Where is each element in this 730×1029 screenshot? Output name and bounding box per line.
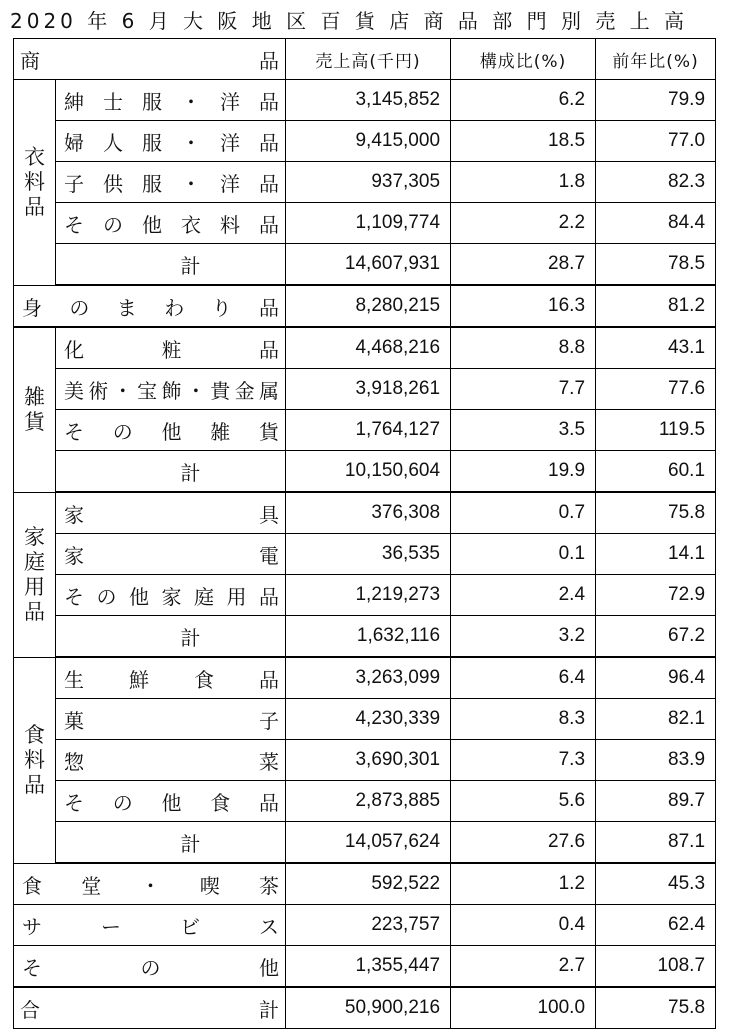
subtotal-label: 計 — [56, 244, 286, 286]
subtotal-row — [14, 616, 716, 658]
row-yoy: 75.8 — [596, 492, 716, 534]
table-row — [14, 863, 716, 905]
header-row — [14, 39, 716, 80]
grand-total-yoy: 75.8 — [596, 987, 716, 1029]
row-yoy: 119.5 — [596, 410, 716, 451]
row-name: 身のまわり品 — [14, 285, 286, 327]
header-yoy: 前年比(%) — [596, 39, 716, 80]
subtotal-sales: 1,632,116 — [286, 616, 451, 658]
row-yoy: 82.3 — [596, 162, 716, 203]
subtotal-sales: 14,607,931 — [286, 244, 451, 286]
subtotal-ratio: 19.9 — [451, 451, 596, 493]
table-row — [14, 80, 716, 121]
row-sales: 1,219,273 — [286, 575, 451, 616]
subtotal-sales: 14,057,624 — [286, 822, 451, 864]
row-name: その他衣料品 — [56, 203, 286, 244]
row-name: 化粧品 — [56, 327, 286, 369]
row-ratio: 0.7 — [451, 492, 596, 534]
subtotal-ratio: 3.2 — [451, 616, 596, 658]
subtotal-label: 計 — [56, 616, 286, 658]
row-yoy: 89.7 — [596, 781, 716, 822]
row-name: その他食品 — [56, 781, 286, 822]
subtotal-yoy: 60.1 — [596, 451, 716, 493]
row-ratio: 18.5 — [451, 121, 596, 162]
table-row — [14, 740, 716, 781]
row-sales: 3,263,099 — [286, 657, 451, 699]
subtotal-ratio: 27.6 — [451, 822, 596, 864]
subtotal-label: 計 — [56, 822, 286, 864]
row-ratio: 6.2 — [451, 80, 596, 121]
row-sales: 4,468,216 — [286, 327, 451, 369]
row-yoy: 72.9 — [596, 575, 716, 616]
row-ratio: 2.2 — [451, 203, 596, 244]
row-sales: 1,764,127 — [286, 410, 451, 451]
row-sales: 3,145,852 — [286, 80, 451, 121]
header-ratio: 構成比(%) — [451, 39, 596, 80]
table-row — [14, 410, 716, 451]
row-name: その他雑貨 — [56, 410, 286, 451]
table-row — [14, 162, 716, 203]
header-item: 商 品 — [14, 39, 286, 80]
row-sales: 36,535 — [286, 534, 451, 575]
table-row — [14, 327, 716, 369]
row-name: 食堂・喫茶 — [14, 863, 286, 905]
row-ratio: 8.3 — [451, 699, 596, 740]
row-sales: 2,873,885 — [286, 781, 451, 822]
row-sales: 1,355,447 — [286, 946, 451, 988]
row-ratio: 7.7 — [451, 369, 596, 410]
row-name: 家電 — [56, 534, 286, 575]
subtotal-label: 計 — [56, 451, 286, 493]
table-row — [14, 657, 716, 699]
row-name: 婦人服・洋品 — [56, 121, 286, 162]
subtotal-yoy: 78.5 — [596, 244, 716, 286]
subtotal-ratio: 28.7 — [451, 244, 596, 286]
table-row — [14, 285, 716, 327]
row-ratio: 0.4 — [451, 905, 596, 946]
row-ratio: 1.2 — [451, 863, 596, 905]
row-sales: 4,230,339 — [286, 699, 451, 740]
row-ratio: 2.4 — [451, 575, 596, 616]
grand-total-sales: 50,900,216 — [286, 987, 451, 1029]
row-yoy: 108.7 — [596, 946, 716, 988]
group-label-goods: 雑貨 — [14, 327, 56, 492]
row-yoy: 43.1 — [596, 327, 716, 369]
row-sales: 8,280,215 — [286, 285, 451, 327]
row-yoy: 82.1 — [596, 699, 716, 740]
subtotal-yoy: 87.1 — [596, 822, 716, 864]
table-row — [14, 492, 716, 534]
table-row — [14, 203, 716, 244]
row-sales: 3,918,261 — [286, 369, 451, 410]
table-row — [14, 905, 716, 946]
row-ratio: 5.6 — [451, 781, 596, 822]
table-row — [14, 369, 716, 410]
subtotal-sales: 10,150,604 — [286, 451, 451, 493]
row-sales: 1,109,774 — [286, 203, 451, 244]
page-title: 2020 年 6 月 大 阪 地 区 百 貨 店 商 品 部 門 別 売 上 高 — [10, 9, 689, 33]
row-ratio: 2.7 — [451, 946, 596, 988]
row-ratio: 0.1 — [451, 534, 596, 575]
row-name: 紳士服・洋品 — [56, 80, 286, 121]
grand-total-ratio: 100.0 — [451, 987, 596, 1029]
row-yoy: 79.9 — [596, 80, 716, 121]
group-label-household: 家庭用品 — [14, 492, 56, 657]
table-row — [14, 121, 716, 162]
table-row — [14, 699, 716, 740]
subtotal-row — [14, 451, 716, 493]
group-label-clothing: 衣料品 — [14, 80, 56, 286]
row-name: 菓子 — [56, 699, 286, 740]
grand-total-row — [14, 987, 716, 1029]
row-name: 家具 — [56, 492, 286, 534]
row-yoy: 83.9 — [596, 740, 716, 781]
row-ratio: 16.3 — [451, 285, 596, 327]
subtotal-yoy: 67.2 — [596, 616, 716, 658]
row-name: 惣菜 — [56, 740, 286, 781]
row-ratio: 1.8 — [451, 162, 596, 203]
row-ratio: 7.3 — [451, 740, 596, 781]
row-ratio: 6.4 — [451, 657, 596, 699]
row-yoy: 77.0 — [596, 121, 716, 162]
subtotal-row — [14, 244, 716, 286]
row-name: 子供服・洋品 — [56, 162, 286, 203]
subtotal-row — [14, 822, 716, 864]
row-sales: 223,757 — [286, 905, 451, 946]
row-ratio: 3.5 — [451, 410, 596, 451]
row-sales: 376,308 — [286, 492, 451, 534]
row-name: その他 — [14, 946, 286, 988]
table-row — [14, 946, 716, 988]
row-yoy: 45.3 — [596, 863, 716, 905]
row-sales: 592,522 — [286, 863, 451, 905]
row-yoy: 14.1 — [596, 534, 716, 575]
header-sales: 売上高(千円) — [286, 39, 451, 80]
table-row — [14, 534, 716, 575]
table-row — [14, 575, 716, 616]
grand-total-label: 合 計 — [14, 987, 286, 1029]
row-ratio: 8.8 — [451, 327, 596, 369]
row-name: サービス — [14, 905, 286, 946]
row-name: 生鮮食品 — [56, 657, 286, 699]
row-sales: 9,415,000 — [286, 121, 451, 162]
row-yoy: 62.4 — [596, 905, 716, 946]
row-sales: 3,690,301 — [286, 740, 451, 781]
row-yoy: 96.4 — [596, 657, 716, 699]
group-label-food: 食料品 — [14, 657, 56, 863]
row-name: その他家庭用品 — [56, 575, 286, 616]
sales-table — [13, 38, 716, 1029]
row-name: 美術・宝飾・貴金属 — [56, 369, 286, 410]
row-sales: 937,305 — [286, 162, 451, 203]
row-yoy: 77.6 — [596, 369, 716, 410]
table-row — [14, 781, 716, 822]
row-yoy: 81.2 — [596, 285, 716, 327]
row-yoy: 84.4 — [596, 203, 716, 244]
